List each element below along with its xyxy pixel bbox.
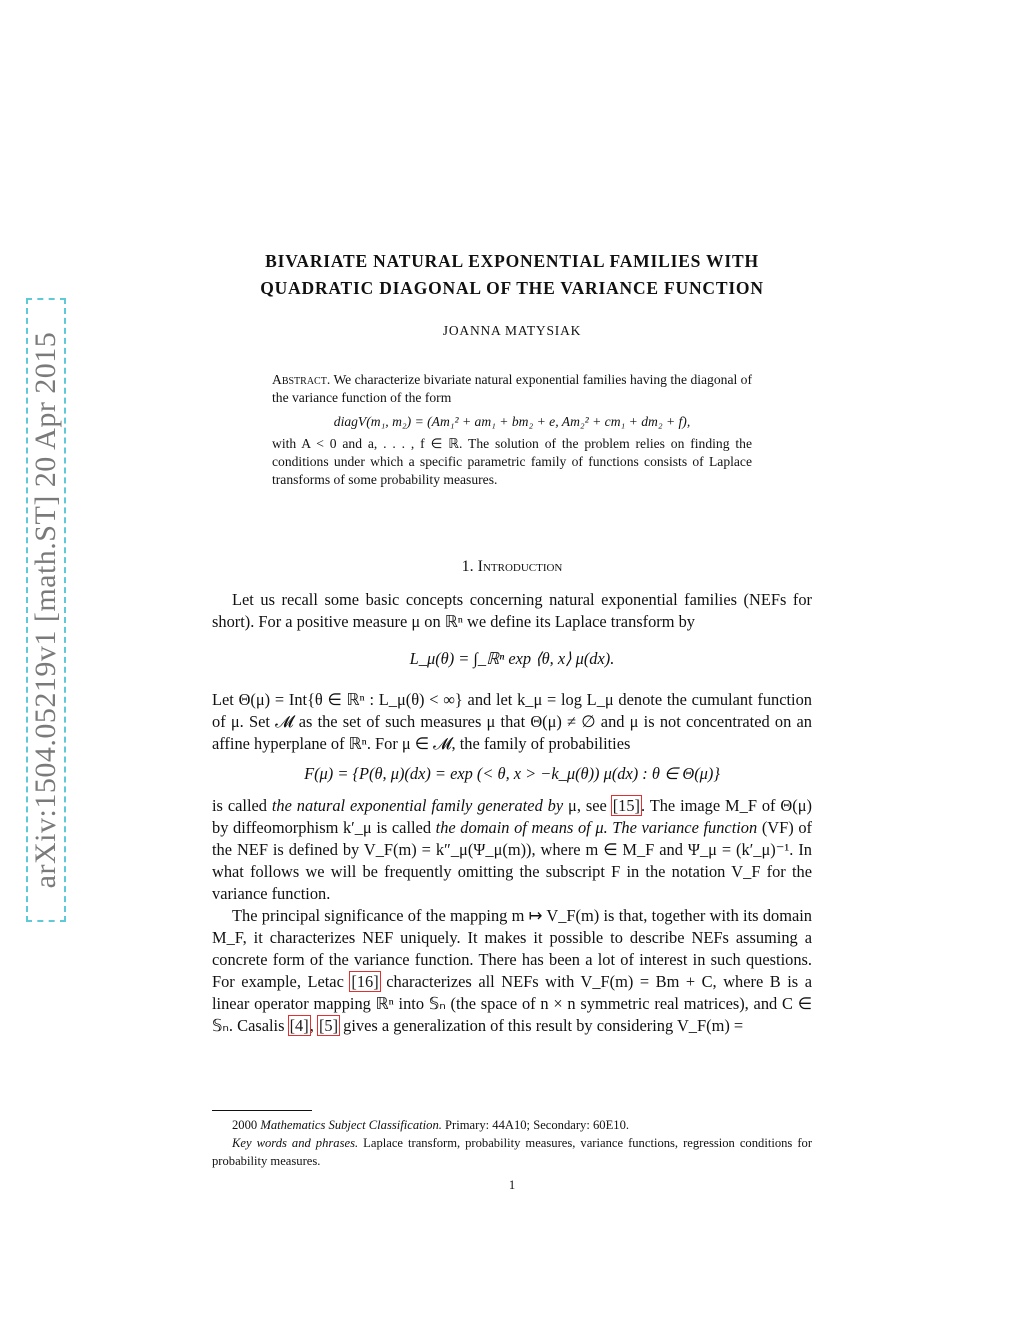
- section-heading: 1. Introduction: [461, 558, 563, 575]
- emph-nef-generated: the natural exponential family generated by: [271, 796, 564, 815]
- paper-title: [212, 248, 812, 302]
- author: JOANNA MATYSIAK: [442, 323, 582, 338]
- equation-laplace: L_μ(θ) = ∫_ℝⁿ exp ⟨θ, x⟩ μ(dx).: [409, 649, 615, 668]
- paragraph-4: The principal significance of the mapping m ↦ V_F(m) is that, together with its domain M_F, it characterizes NEF uniquely. It makes it possible to describe NEFs assuming a concrete form of the variance function. There has been a lot of interest in such questions. For example, Letac [16] characterizes all NEFs with V_F(m) = Bm + C, where B is a linear operator mapping ℝⁿ into 𝕊ₙ (the space of n × n symmetric real matrices), and C ∈ 𝕊ₙ. Casalis [4], [5] gives a generalization of this result by considering V_F(m) =: [212, 906, 812, 1035]
- abstract: [272, 371, 752, 489]
- citation-5[interactable]: [5]: [318, 1016, 339, 1035]
- citation-16[interactable]: [16]: [351, 972, 379, 991]
- equation-nef: F(μ) = {P(θ, μ)(dx) = exp (< θ, x > −k_μ(θ)) μ(dx) : θ ∈ Θ(μ)}: [304, 764, 720, 783]
- citation-15[interactable]: [15]: [612, 796, 640, 815]
- paragraph-2: Let Θ(μ) = Int{θ ∈ ℝⁿ : L_μ(θ) < ∞} and let k_μ = log L_μ denote the cumulant function of μ. Set 𝓜 as the set of such measures μ that Θ(μ) ≠ ∅ and μ is not concentrated on an affine hyperplane of ℝⁿ. For μ ∈ 𝓜, the family of probabilities: [212, 690, 812, 753]
- title-line-2: QUADRATIC DIAGONAL OF THE VARIANCE FUNCTION: [260, 278, 764, 298]
- abstract-label: Abstract.: [272, 372, 331, 387]
- footnotes: [212, 1116, 812, 1170]
- footnote-keywords: Key words and phrases. Laplace transform, probability measures, variance functions, regression conditions for probability measures.: [212, 1136, 813, 1168]
- title-line-1: BIVARIATE NATURAL EXPONENTIAL FAMILIES WITH: [265, 251, 759, 271]
- abstract-text-2: with A < 0 and a, . . . , f ∈ ℝ. The solution of the problem relies on finding the conditions under which a specific parametric family of functions consists of Laplace transforms of some probability measures.: [272, 436, 752, 487]
- paragraph-1: Let us recall some basic concepts concerning natural exponential families (NEFs for short). For a positive measure μ on ℝⁿ we define its Laplace transform by: [212, 590, 812, 631]
- citation-4[interactable]: [4]: [289, 1016, 309, 1035]
- paragraph-3: is called the natural exponential family generated by μ, see [15]. The image M_F of Θ(μ) by diffeomorphism k′_μ is called the domain of means of μ. The variance function (VF) of the NEF is defined by V_F(m) = k″_μ(Ψ_μ(m)), where m ∈ M_F and Ψ_μ = (k′_μ)⁻¹. In what follows we will be frequently omitting the subscript F in the notation V_F for the variance function.: [212, 796, 812, 903]
- arxiv-stamp-text: arXiv:1504.05219v1 [math.ST] 20 Apr 2015: [29, 331, 62, 889]
- page-number: 1: [508, 1178, 516, 1192]
- footnote-rule: [212, 1110, 312, 1111]
- footnote-msc: 2000 Mathematics Subject Classification. Primary: 44A10; Secondary: 60E10.: [232, 1118, 630, 1132]
- abstract-text-1: We characterize bivariate natural exponential families having the diagonal of the variance function of the form: [272, 372, 753, 405]
- arxiv-stamp: [26, 298, 66, 922]
- emph-domain-means: the domain of means of μ. The variance function: [435, 818, 758, 837]
- abstract-formula: diagV(m₁, m₂) = (Am₁² + am₁ + bm₂ + e, Am₂² + cm₁ + dm₂ + f),: [333, 414, 691, 429]
- body-text: [212, 589, 812, 1037]
